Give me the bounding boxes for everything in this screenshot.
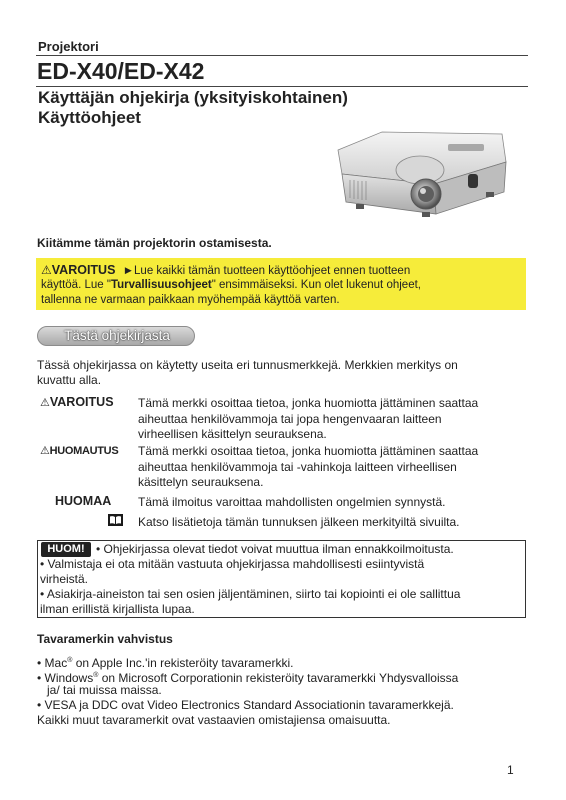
intro-line-1: Tässä ohjekirjassa on käytetty useita eri tunnusmerkkejä. Merkkien merkitys on xyxy=(37,358,458,372)
warning-text-2a: käyttöä. Lue " xyxy=(41,279,111,291)
symbol-varoitus xyxy=(40,395,114,409)
desc-line: käsittelyn seurauksena. xyxy=(138,475,264,489)
notice-line-4: • Asiakirja-aineiston tai sen osien jäljentäminen, siirto tai kopiointi ei ole sallittua xyxy=(40,587,461,601)
header-rule-top xyxy=(36,55,528,56)
symbol-desc-huomaa: Tämä ilmoitus varoittaa mahdollisten ongelmien synnystä. xyxy=(138,495,446,509)
trademark-others: Kaikki muut tavaramerkit ovat vastaavien omistajiensa omaisuutta. xyxy=(37,713,391,727)
trademarks-heading: Tavaramerkin vahvistus xyxy=(37,632,173,646)
projector-image xyxy=(330,122,510,222)
symbol-desc-varoitus xyxy=(138,396,478,443)
notice-line-1: • Ohjekirjassa olevat tiedot voivat muuttua ilman ennakkoilmoitusta. xyxy=(96,542,454,556)
registered-mark: ® xyxy=(93,672,99,679)
symbol-desc-book: Katso lisätietoja tämän tunnuksen jälkeen merkityiltä sivuilta. xyxy=(138,515,460,529)
trademark-text: on Microsoft Corporationin rekisteröity tavaramerkki Yhdysvalloissa xyxy=(98,671,459,685)
manual-subtitle-2: Käyttöohjeet xyxy=(38,108,141,127)
trademark-text: • Windows xyxy=(37,671,94,685)
model-title: ED-X40/ED-X42 xyxy=(37,58,205,84)
symbol-huomaa: HUOMAA xyxy=(55,494,112,508)
warning-triangle-icon: ⚠ xyxy=(41,263,52,277)
category-label: Projektori xyxy=(38,39,99,54)
manual-subtitle-1: Käyttäjän ohjekirja (yksityiskohtainen) xyxy=(38,88,348,107)
notice-line-3: virheistä. xyxy=(40,572,89,586)
trademark-vesa: • VESA ja DDC ovat Video Electronics Standard Associationin tavaramerkkejä. xyxy=(37,698,454,712)
notice-label: HUOM! xyxy=(41,542,91,557)
symbol-huomautus xyxy=(40,444,118,457)
warning-text-2b: " ensimmäiseksi. Kun olet lukenut ohjeet, xyxy=(211,279,421,291)
desc-line: Tämä merkki osoittaa tietoa, jonka huomiotta jättäminen saattaa xyxy=(138,396,479,410)
trademark-windows-cont: ja/ tai muissa maissa. xyxy=(47,683,162,697)
notice-line-5: ilman erillistä kirjallista lupaa. xyxy=(40,602,195,616)
registered-mark: ® xyxy=(67,657,73,664)
desc-line: Tämä merkki osoittaa tietoa, jonka huomiotta jättäminen saattaa xyxy=(138,444,479,458)
section-title: Tästä ohjekirjasta xyxy=(64,328,170,343)
trademark-text: • Mac xyxy=(37,656,68,670)
thanks-text: Kiitämme tämän projektorin ostamisesta. xyxy=(37,236,272,250)
page-number: 1 xyxy=(507,763,514,777)
desc-line: virheellisen käsittelyn seurauksena. xyxy=(138,427,327,441)
trademark-text: on Apple Inc.'in rekisteröity tavaramerkki. xyxy=(72,656,294,670)
symbol-label: HUOMAUTUS xyxy=(49,445,119,457)
warning-triangle-icon: ⚠ xyxy=(40,397,50,409)
warning-line-2 xyxy=(41,278,421,293)
symbol-desc-huomautus xyxy=(138,444,478,491)
symbol-label: VAROITUS xyxy=(49,395,114,409)
section-title-pill xyxy=(37,326,195,346)
warning-label: VAROITUS xyxy=(51,263,116,277)
caution-triangle-icon: ⚠ xyxy=(40,445,50,457)
desc-line: aiheuttaa henkilövammoja tai jopa hengenvaaran laitteen xyxy=(138,411,442,426)
book-icon xyxy=(108,514,123,526)
warning-text-bold: Turvallisuusohjeet xyxy=(110,279,212,291)
header-rule-bottom xyxy=(36,86,528,87)
warning-text-1: ►Lue kaikki tämän tuotteen käyttöohjeet ennen tuotteen xyxy=(122,265,411,277)
intro-line-2: kuvattu alla. xyxy=(37,373,102,387)
warning-line-1 xyxy=(41,263,410,279)
notice-line-2: • Valmistaja ei ota mitään vastuuta ohjekirjassa mahdollisesti esiintyvistä xyxy=(40,557,425,571)
desc-line: aiheuttaa henkilövammoja tai -vahinkoja laitteen virheellisen xyxy=(138,459,457,474)
warning-line-3: tallenna ne varmaan paikkaan myöhempää käyttöä varten. xyxy=(41,294,340,306)
